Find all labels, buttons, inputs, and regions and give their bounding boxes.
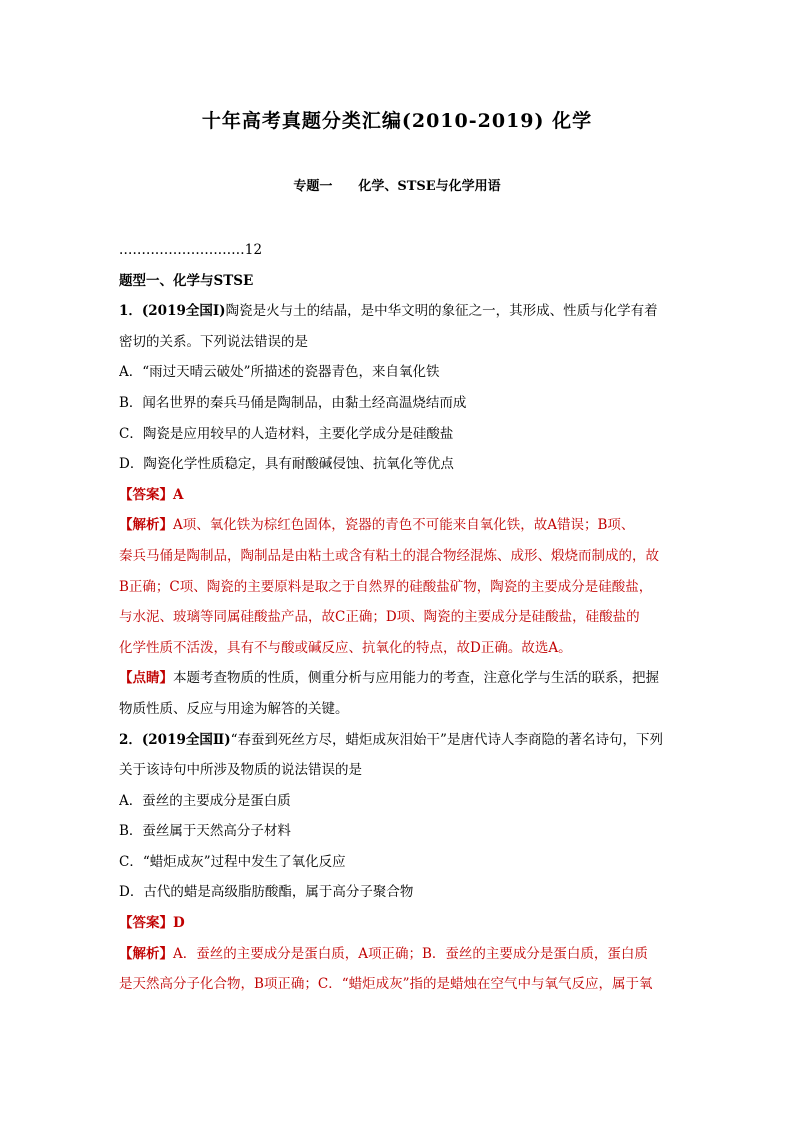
chapter-number: 专题一	[293, 179, 333, 194]
question-stem-text: “春蚕到死丝方尽，蜡炬成灰泪始干”是唐代诗人李商隐的著名诗句，下列	[230, 731, 663, 748]
answer	[119, 480, 679, 511]
document-title: 十年高考真题分类汇编(2010-2019) 化学	[201, 110, 593, 132]
question-number: 2．	[119, 731, 142, 748]
analysis-text: A项、氧化铁为棕红色固体，瓷器的青色不可能来自氧化铁，故A错误；B项、	[173, 517, 635, 534]
key-point-text: 本题考查物质的性质，侧重分析与应用能力的考查，注意化学与生活的联系，把握	[173, 670, 659, 687]
question-1	[119, 296, 679, 724]
question-stem-line	[119, 725, 679, 756]
section-heading: 题型一、化学与STSE	[119, 272, 254, 289]
option-d: D．古代的蜡是高级脂肪酸酯，属于高分子聚合物	[119, 884, 414, 901]
option-a: A．蚕丝的主要成分是蛋白质	[119, 792, 291, 809]
question-number: 1．	[119, 303, 142, 320]
analysis-line: 是天然高分子化合物，B项正确；C．“蜡炬成灰”指的是蜡烛在空气中与氧气反应，属于氧	[119, 976, 653, 993]
option-c: C．陶瓷是应用较早的人造材料，主要化学成分是硅酸盐	[119, 425, 454, 442]
chapter-subtitle	[0, 175, 794, 194]
analysis-label: 【解析】	[119, 945, 173, 962]
answer	[119, 908, 679, 939]
key-point-label: 【点睛】	[119, 670, 173, 687]
question-source: (2019全国Ⅰ)	[141, 303, 226, 320]
question-2	[119, 725, 679, 1000]
question-stem-text: 陶瓷是火与土的结晶，是中华文明的象征之一，其形成、性质与化学有着	[225, 303, 658, 320]
analysis-line: 秦兵马俑是陶制品，陶制品是由粘土或含有粘土的混合物经混炼、成形、煅烧而制成的，故	[119, 547, 659, 564]
question-stem-line	[119, 296, 679, 327]
option-d: D．陶瓷化学性质稳定，具有耐酸碱侵蚀、抗氧化等优点	[119, 456, 454, 473]
option-c: C．“蜡炬成灰”过程中发生了氧化反应	[119, 853, 346, 870]
document-body	[119, 235, 679, 1000]
option-b: B．闻名世界的秦兵马俑是陶制品，由黏土经高温烧结而成	[119, 394, 467, 411]
option-a: A．“雨过天晴云破处”所描述的瓷器青色，来自氧化铁	[119, 364, 440, 381]
answer-value: D	[173, 915, 185, 932]
analysis-line: B正确；C项、陶瓷的主要原料是取之于自然界的硅酸盐矿物，陶瓷的主要成分是硅酸盐，	[119, 578, 653, 595]
key-point-line	[119, 663, 679, 694]
option-b: B．蚕丝属于天然高分子材料	[119, 823, 291, 840]
analysis-line	[119, 939, 679, 970]
analysis-label: 【解析】	[119, 517, 173, 534]
key-point-line: 物质性质、反应与用途为解答的关键。	[119, 700, 349, 717]
answer-label: 【答案】	[119, 915, 173, 932]
toc-entry: ............................12	[119, 242, 263, 258]
answer-label: 【答案】	[119, 486, 173, 503]
question-stem-line: 关于该诗句中所涉及物质的说法错误的是	[119, 762, 362, 779]
answer-value: A	[173, 486, 184, 503]
question-source: (2019全国Ⅱ)	[141, 731, 231, 748]
analysis-line	[119, 510, 679, 541]
question-stem-line: 密切的关系。下列说法错误的是	[119, 333, 308, 350]
analysis-line: 与水泥、玻璃等同属硅酸盐产品，故C正确；D项、陶瓷的主要成分是硅酸盐，硅酸盐的	[119, 609, 640, 626]
chapter-name: 化学、STSE与化学用语	[358, 179, 501, 194]
analysis-text: A．蚕丝的主要成分是蛋白质，A项正确；B．蚕丝的主要成分是蛋白质，蛋白质	[173, 945, 648, 962]
analysis-line: 化学性质不活泼，具有不与酸或碱反应、抗氧化的特点，故D正确。故选A。	[119, 639, 572, 656]
